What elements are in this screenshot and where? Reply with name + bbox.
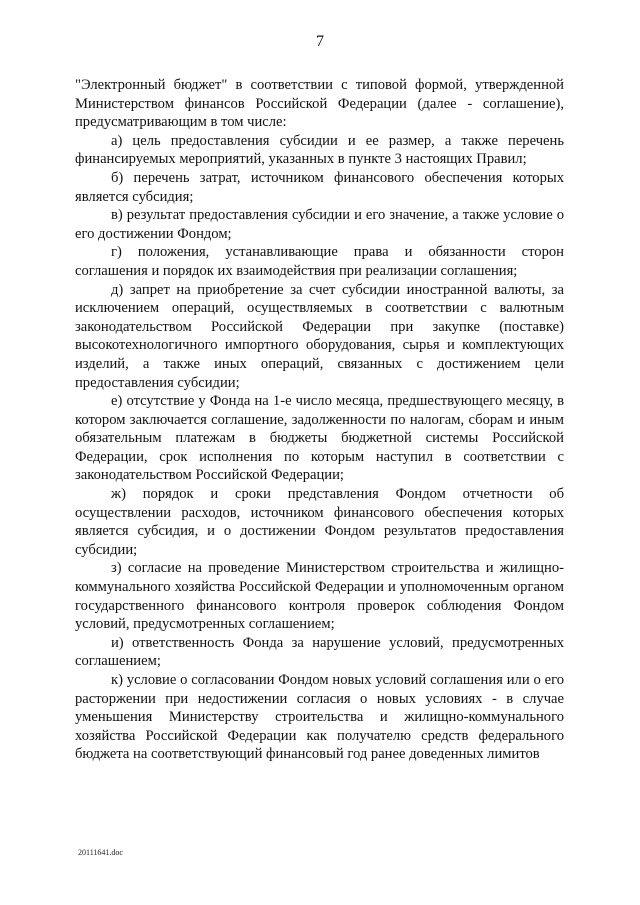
paragraph-item-g: г) положения, устанавливающие права и обязанности сторон соглашения и порядок их взаимодействия при реализации соглашения;: [75, 244, 564, 279]
document-file-code: 20111641.doc: [78, 848, 123, 857]
paragraph-item-k: к) условие о согласовании Фондом новых условий соглашения или о его расторжении при недостижении согласия о новых условиях - в случае уменьшения Министерству строительства и жилищно-коммунального хозяйства Российской Федерации как получателю средств федерального бюджета на соответствующий финансовый год ранее доведенных лимитов: [75, 672, 564, 763]
paragraph-item-z: з) согласие на проведение Министерством строительства и жилищно-коммунального хозяйства Российской Федерации и уполномоченным органом государственного финансового контроля проверок соблюдения Фондом условий, предусмотренных соглашением;: [75, 560, 564, 633]
page-number: 7: [316, 33, 324, 50]
paragraph-item-i: и) ответственность Фонда за нарушение условий, предусмотренных соглашением;: [75, 634, 564, 670]
paragraph-item-e: е) отсутствие у Фонда на 1-е число месяца, предшествующего месяцу, в котором заключается соглашение, задолженности по налогам, сборам и иным обязательным платежам в бюджеты бюджетной системы Российской Федерации, срок исполнения по которым наступил в соответствии с законодательством Российской Федерации;: [75, 393, 564, 484]
paragraph-intro: "Электронный бюджет" в соответствии с типовой формой, утвержденной Министерством финансов Российской Федерации (далее - соглашение), предусматривающим в том числе:: [75, 77, 564, 131]
paragraph-item-a: а) цель предоставления субсидии и ее размер, а также перечень финансируемых мероприятий, указанных в пункте 3 настоящих Правил;: [75, 132, 564, 168]
paragraph-item-v: в) результат предоставления субсидии и его значение, а также условие о его достижении Фондом;: [75, 207, 564, 242]
paragraph-item-b: б) перечень затрат, источником финансового обеспечения которых является субсидия;: [75, 169, 564, 205]
paragraph-item-zh: ж) порядок и сроки представления Фондом отчетности об осуществлении расходов, источником финансового обеспечения которых является субсидия, и о достижении Фондом результатов предоставления субсидии;: [75, 486, 564, 558]
paragraph-item-d: д) запрет на приобретение за счет субсидии иностранной валюты, за исключением операций, осуществляемых в соответствии с валютным законодательством Российской Федерации при закупке (поставке) высокотехнологичного импортного оборудования, сырья и комплектующих изделий, а также иных операций, связанных с достижением цели предоставления субсидии;: [75, 281, 564, 391]
document-body: [75, 76, 564, 764]
